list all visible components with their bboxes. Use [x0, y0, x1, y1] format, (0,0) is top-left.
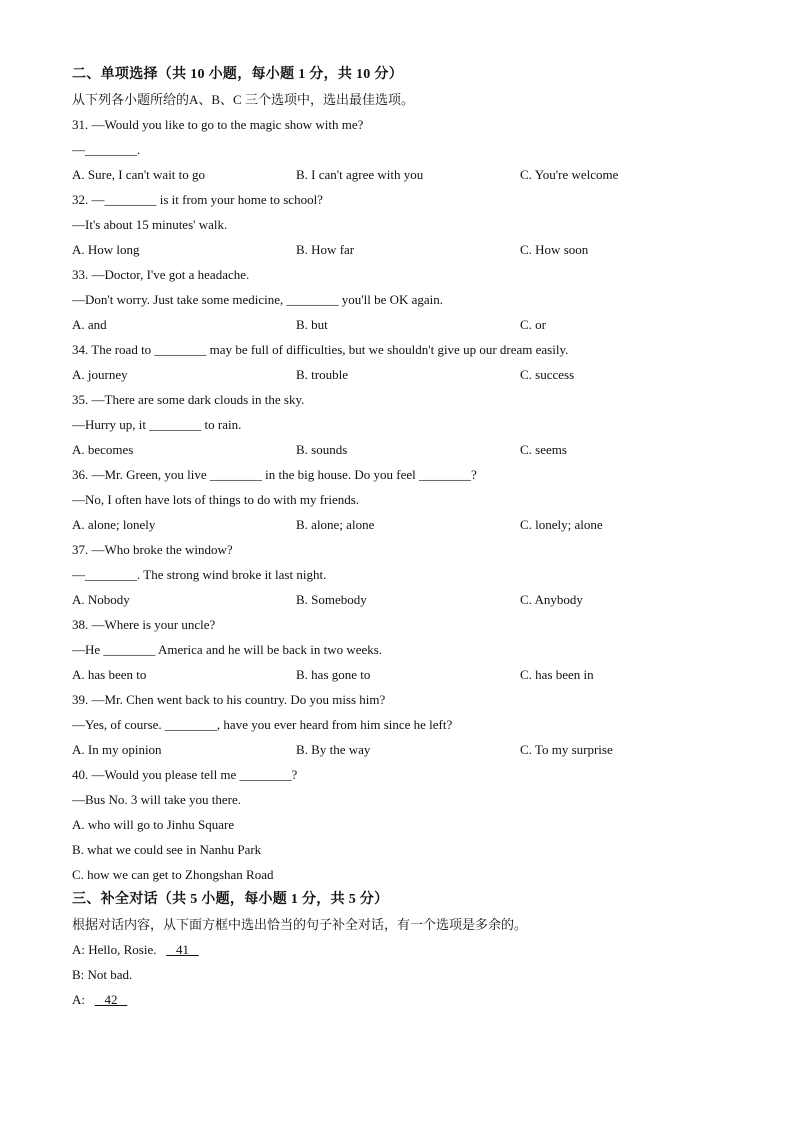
question-block — [72, 187, 732, 262]
options-row — [72, 587, 732, 612]
option-a: A. alone; lonely — [72, 517, 156, 532]
option-b: B. trouble — [296, 367, 348, 382]
option-c: C. Anybody — [520, 592, 583, 607]
question-line: 31. —Would you like to go to the magic show with me? — [72, 117, 364, 132]
dialogue-speaker: A: — [72, 992, 85, 1007]
option-a: A. Nobody — [72, 592, 130, 607]
option-c: C. You're welcome — [520, 167, 619, 182]
section3-heading: 三、补全对话（共 5 小题，每小题 1 分，共 5 分） — [72, 892, 389, 907]
question-line: 36. —Mr. Green, you live ________ in the big house. Do you feel ________? — [72, 467, 477, 482]
question-line: 32. —________ is it from your home to school? — [72, 192, 323, 207]
option-c: C. lonely; alone — [520, 517, 603, 532]
option-a: A. In my opinion — [72, 742, 162, 757]
option-c: C. has been in — [520, 667, 594, 682]
dialogue-line — [72, 962, 732, 987]
question-block — [72, 537, 732, 612]
section2-heading: 二、单项选择（共 10 小题，每小题 1 分，共 10 分） — [72, 67, 403, 82]
options-row — [72, 237, 732, 262]
question-list — [72, 112, 732, 762]
options-row — [72, 437, 732, 462]
option-b: B. what we could see in Nanhu Park — [72, 842, 262, 857]
question-line: 37. —Who broke the window? — [72, 542, 233, 557]
option-b: B. sounds — [296, 442, 348, 457]
dialogue-blank: 42 — [104, 992, 118, 1007]
question-line: —________. — [72, 142, 141, 157]
options-row — [72, 512, 732, 537]
question-line: 38. —Where is your uncle? — [72, 617, 216, 632]
option-a: A. who will go to Jinhu Square — [72, 817, 235, 832]
option-c: C. To my surprise — [520, 742, 613, 757]
dialogue-line — [72, 987, 732, 1012]
question-line: —Yes, of course. ________, have you ever heard from him since he left? — [72, 717, 453, 732]
question-block — [72, 462, 732, 537]
section2-instruction: 从下列各小题所给的A、B、C 三个选项中，选出最佳选项。 — [72, 92, 414, 107]
options-row — [72, 162, 732, 187]
question-block — [72, 112, 732, 187]
option-c: C. seems — [520, 442, 567, 457]
question-line: 35. —There are some dark clouds in the sky. — [72, 392, 305, 407]
option-a: A. Sure, I can't wait to go — [72, 167, 206, 182]
question-line: —Bus No. 3 will take you there. — [72, 792, 241, 807]
question-block — [72, 387, 732, 462]
dialogue-speaker: A: Hello, Rosie. — [72, 942, 157, 957]
question-line: —Don't worry. Just take some medicine, ________ you'll be OK again. — [72, 292, 444, 307]
option-c: C. success — [520, 367, 575, 382]
question-block — [72, 687, 732, 762]
dialogue-line — [72, 937, 732, 962]
options-row — [72, 362, 732, 387]
question-line: —No, I often have lots of things to do with my friends. — [72, 492, 360, 507]
option-b: B. By the way — [296, 742, 371, 757]
option-b: B. I can't agree with you — [296, 167, 424, 182]
option-a: A. journey — [72, 367, 128, 382]
option-b: B. alone; alone — [296, 517, 375, 532]
question-line: —Hurry up, it ________ to rain. — [72, 417, 242, 432]
option-a: A. has been to — [72, 667, 147, 682]
option-b: B. How far — [296, 242, 355, 257]
option-b: B. Somebody — [296, 592, 367, 607]
question-block — [72, 612, 732, 687]
question-line: 39. —Mr. Chen went back to his country. Do you miss him? — [72, 692, 386, 707]
question-line: 34. The road to ________ may be full of difficulties, but we shouldn't give up our dream easily. — [72, 342, 569, 357]
exam-page — [72, 62, 732, 1012]
question-line: 40. —Would you please tell me ________? — [72, 767, 298, 782]
option-a: A. and — [72, 317, 107, 332]
option-c: C. how we can get to Zhongshan Road — [72, 867, 274, 882]
question-line: —He ________ America and he will be back in two weeks. — [72, 642, 383, 657]
question-block — [72, 337, 732, 387]
question-line: —________. The strong wind broke it last night. — [72, 567, 327, 582]
options-row — [72, 662, 732, 687]
options-row — [72, 312, 732, 337]
option-c: C. or — [520, 317, 546, 332]
option-c: C. How soon — [520, 242, 589, 257]
options-row — [72, 737, 732, 762]
option-a: A. becomes — [72, 442, 134, 457]
section3-instruction: 根据对话内容，从下面方框中选出恰当的句子补全对话，有一个选项是多余的。 — [72, 917, 528, 932]
option-a: A. How long — [72, 242, 140, 257]
question-40 — [72, 762, 732, 887]
dialogue-speaker: B: Not bad. — [72, 967, 133, 982]
question-block — [72, 262, 732, 337]
option-b: B. has gone to — [296, 667, 371, 682]
question-line: —It's about 15 minutes' walk. — [72, 217, 228, 232]
option-b: B. but — [296, 317, 328, 332]
question-line: 33. —Doctor, I've got a headache. — [72, 267, 250, 282]
dialogue-blank: 41 — [176, 942, 189, 957]
